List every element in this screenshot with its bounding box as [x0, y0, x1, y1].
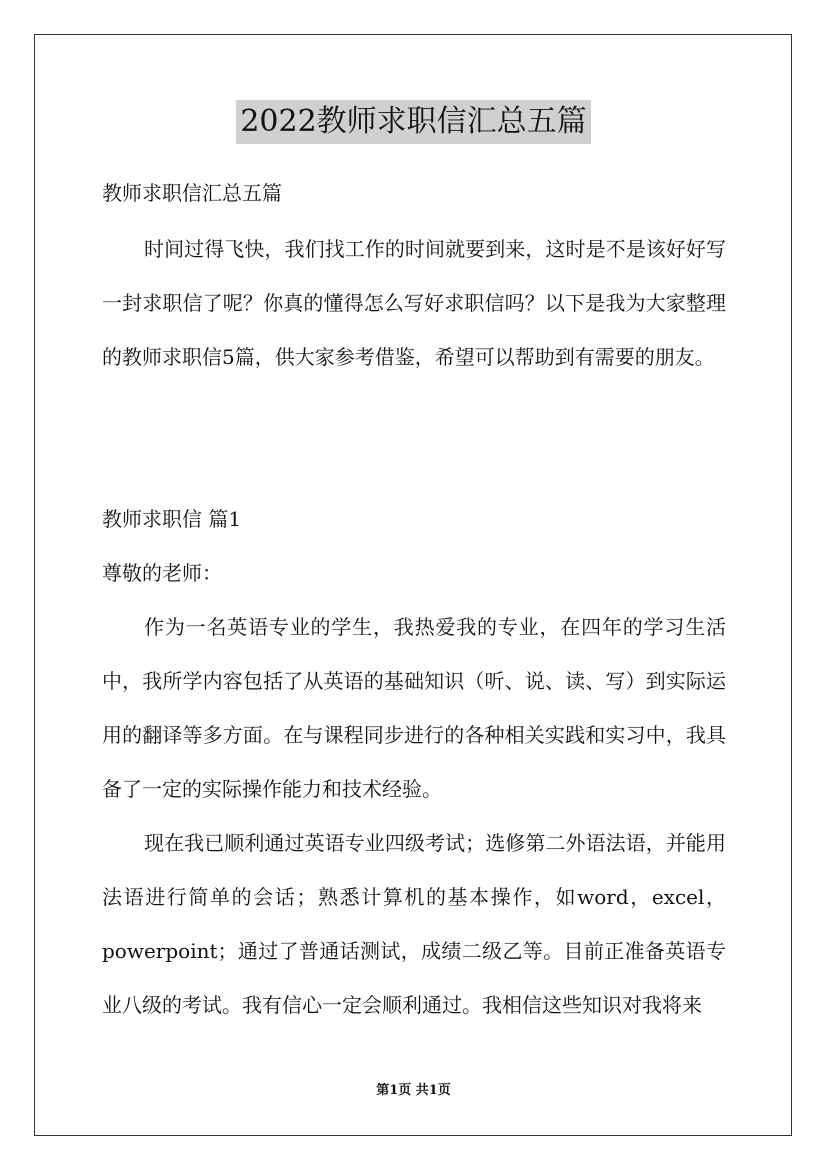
salutation: 尊敬的老师：	[102, 561, 222, 585]
document-title	[0, 100, 827, 144]
page-number: 第1页 共1页	[376, 1083, 451, 1098]
document-title-text: 2022教师求职信汇总五篇	[236, 100, 590, 144]
body-paragraph-2: 现在我已顺利通过英语专业四级考试；选修第二外语法语，并能用法语进行简单的会话；熟悉计算机的基本操作，如word，excel，powerpoint；通过了普通话测试，成绩二级乙等。目前正准备英语专业八级的考试。我有信心一定会顺利通过。我相信这些知识对我将来	[102, 831, 726, 1017]
body-paragraph-1: 作为一名英语专业的学生，我热爱我的专业，在四年的学习生活中，我所学内容包括了从英语的基础知识（听、说、读、写）到实际运用的翻译等多方面。在与课程同步进行的各种相关实践和实习中，我具备了一定的实际操作能力和技术经验。	[102, 615, 726, 801]
document-subtitle: 教师求职信汇总五篇	[102, 181, 282, 205]
page-footer	[0, 1082, 827, 1100]
intro-paragraph: 时间过得飞快，我们找工作的时间就要到来，这时是不是该好好写一封求职信了呢？你真的懂得怎么写好求职信吗？以下是我为大家整理的教师求职信5篇，供大家参考借鉴，希望可以帮助到有需要的朋友。	[102, 237, 726, 369]
section-heading: 教师求职信 篇1	[102, 507, 242, 531]
